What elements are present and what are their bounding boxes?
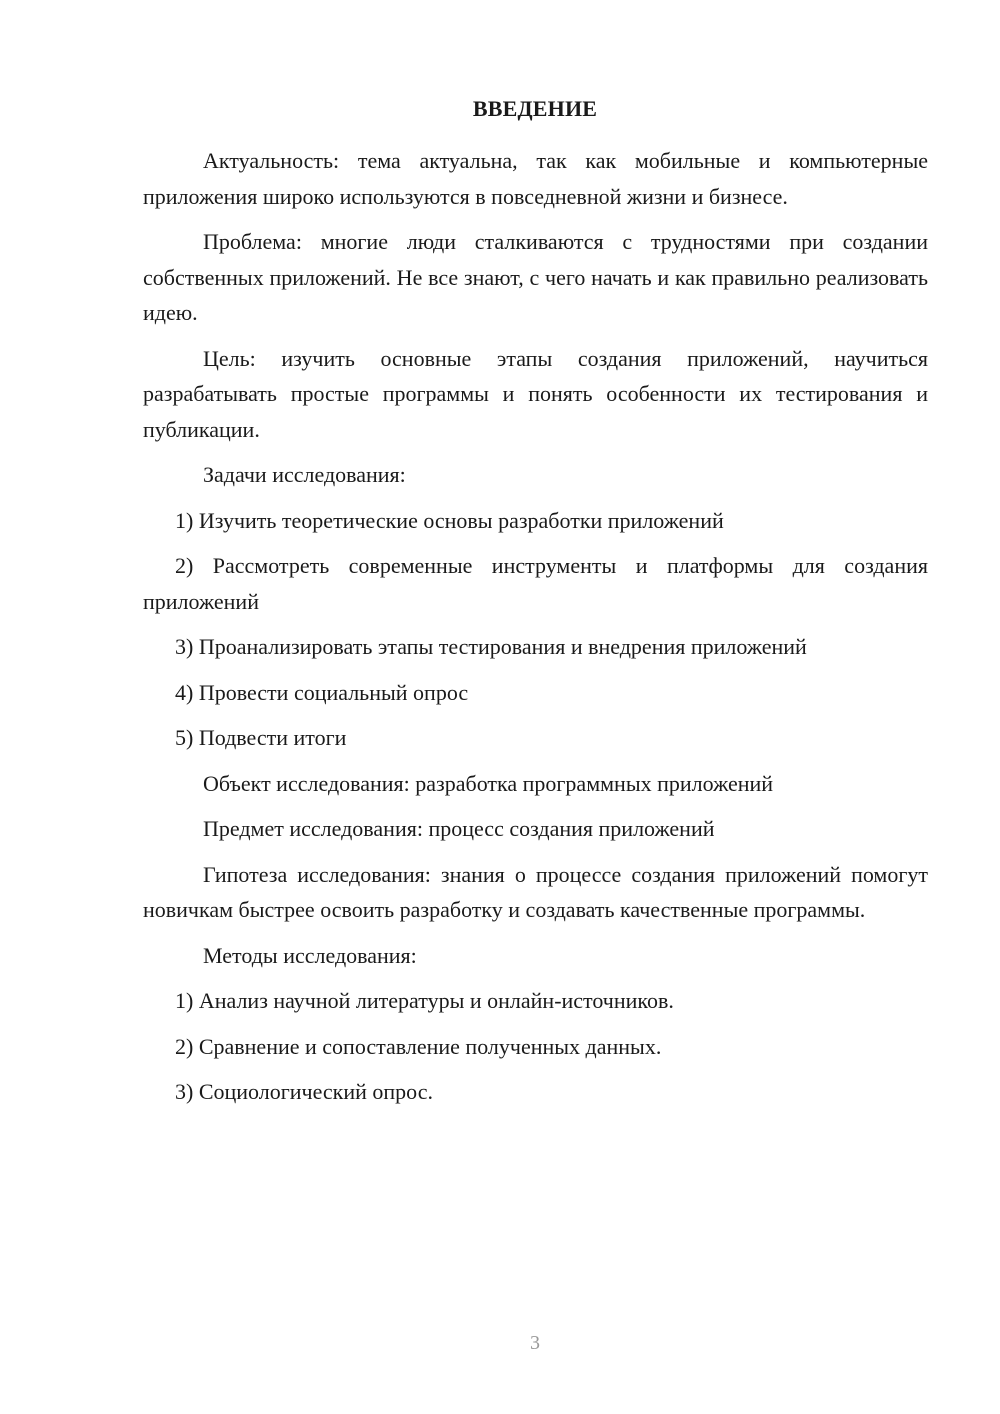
page-number: 3 bbox=[530, 1332, 540, 1354]
paragraph-tasks-heading: Задачи исследования: bbox=[203, 462, 406, 487]
list-item: 3) Социологический опрос. bbox=[175, 1079, 433, 1104]
list-item: 4) Провести социальный опрос bbox=[175, 679, 469, 705]
list-item: 1) Анализ научной литературы и онлайн-источников. bbox=[175, 988, 674, 1013]
paragraph-goal: Цель: изучить основные этапы создания приложений, научиться разрабатывать простые программы и понять особенности их тестирования и публикации. bbox=[143, 345, 928, 442]
paragraph-problem: Проблема: многие люди сталкиваются с трудностями при создании собственных приложений. Не все знают, с чего начать и как правильно реализовать идею. bbox=[143, 229, 928, 325]
list-item: 2) Сравнение и сопоставление полученных данных. bbox=[175, 1033, 662, 1059]
section-title: ВВЕДЕНИЕ bbox=[472, 96, 598, 121]
paragraph-object: Объект исследования: разработка программных приложений bbox=[203, 770, 774, 796]
list-item: 3) Проанализировать этапы тестирования и внедрения приложений bbox=[175, 634, 807, 659]
list-item: 2) Рассмотреть современные инструменты и платформы для создания приложений bbox=[143, 553, 928, 614]
section-body bbox=[143, 143, 928, 1120]
paragraph-methods-heading: Методы исследования: bbox=[203, 942, 417, 968]
paragraph-hypothesis: Гипотеза исследования: знания о процессе создания приложений помогут новичкам быстрее освоить разработку и создавать качественные программы. bbox=[143, 861, 928, 922]
paragraph-relevance: Актуальность: тема актуальна, так как мобильные и компьютерные приложения широко используются в повседневной жизни и бизнесе. bbox=[143, 148, 928, 209]
list-item: 5) Подвести итоги bbox=[175, 725, 347, 750]
paragraph-subject: Предмет исследования: процесс создания приложений bbox=[203, 816, 715, 841]
list-item: 1) Изучить теоретические основы разработки приложений bbox=[175, 507, 724, 533]
